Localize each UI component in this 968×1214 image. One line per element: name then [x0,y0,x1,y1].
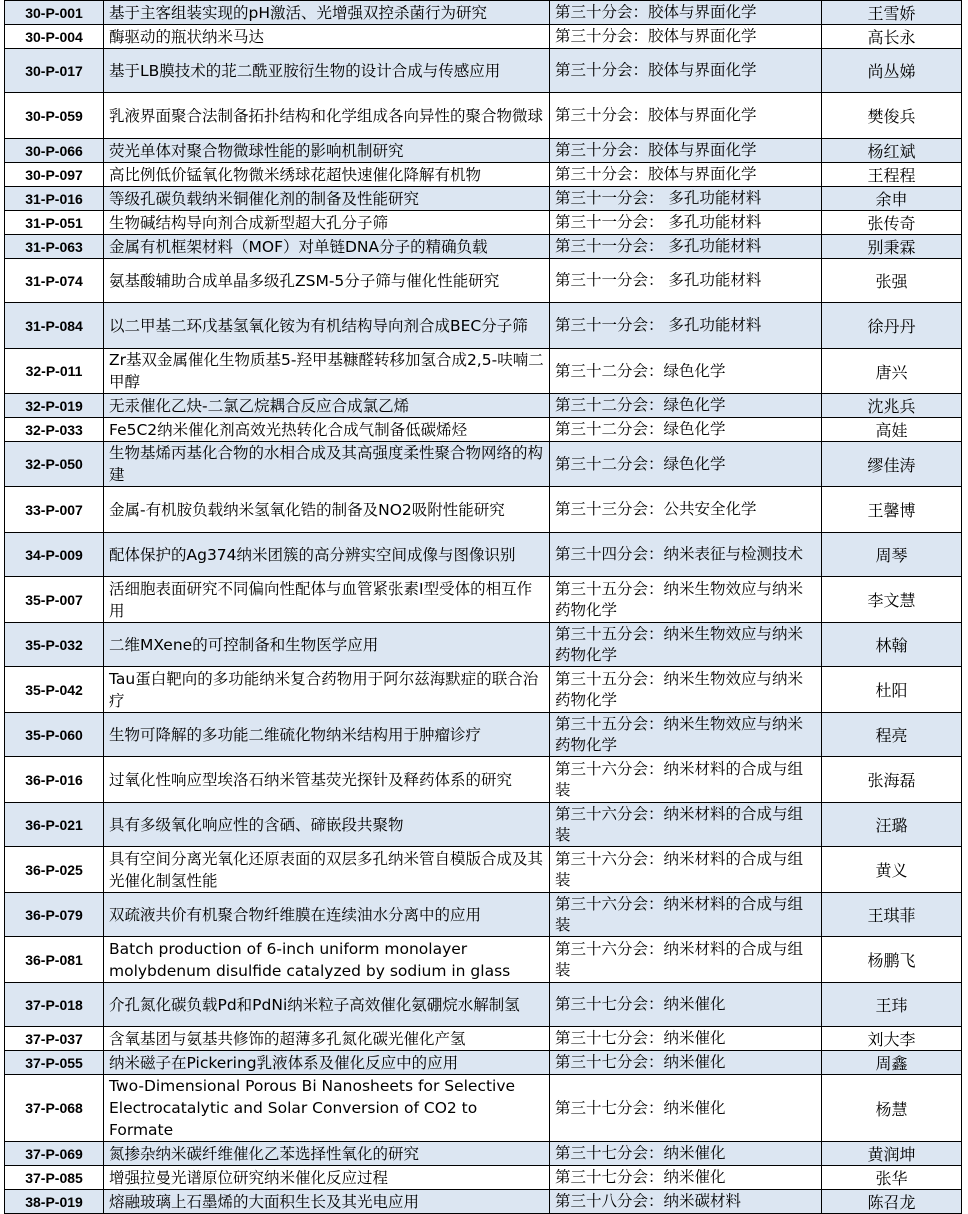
poster-title-cell: 无汞催化乙炔-二氯乙烷耦合反应合成氯乙烯 [104,394,550,418]
section-cell: 第三十八分会：纳米碳材料 [550,1190,822,1214]
author-cell: 杨红斌 [822,139,962,163]
author-cell: 李文慧 [822,577,962,623]
table-row [5,303,962,349]
author-cell: 周琴 [822,533,962,577]
section-cell: 第三十七分会：纳米催化 [550,1075,822,1142]
section-cell: 第三十七分会：纳米催化 [550,1166,822,1190]
table-row [5,1051,962,1075]
table-row [5,139,962,163]
section-cell: 第三十七分会：纳米催化 [550,983,822,1027]
poster-title-cell: 纳米磁子在Pickering乳液体系及催化反应中的应用 [104,1051,550,1075]
section-cell: 第三十分会：胶体与界面化学 [550,25,822,49]
section-cell: 第三十六分会：纳米材料的合成与组装 [550,757,822,803]
author-cell: 王雪娇 [822,1,962,25]
section-cell: 第三十一分会： 多孔功能材料 [550,259,822,303]
section-cell: 第三十七分会：纳米催化 [550,1051,822,1075]
section-cell: 第三十一分会： 多孔功能材料 [550,235,822,259]
author-cell: 程亮 [822,713,962,757]
section-cell: 第三十五分会：纳米生物效应与纳米药物化学 [550,667,822,713]
poster-id-cell: 36-P-081 [5,937,104,983]
table-row [5,533,962,577]
poster-title-cell: 具有空间分离光氧化还原表面的双层多孔纳米管自模版合成及其光催化制氢性能 [104,847,550,893]
author-cell: 杨鹏飞 [822,937,962,983]
poster-table-body [5,1,962,1214]
table-row [5,349,962,394]
poster-title-cell: 双疏液共价有机聚合物纤维膜在连续油水分离中的应用 [104,893,550,937]
poster-id-cell: 38-P-019 [5,1190,104,1214]
author-cell: 唐兴 [822,349,962,394]
poster-id-cell: 30-P-066 [5,139,104,163]
author-cell: 高长永 [822,25,962,49]
table-row [5,394,962,418]
poster-title-cell: 基于LB膜技术的苝二酰亚胺衍生物的设计合成与传感应用 [104,49,550,93]
table-row [5,418,962,442]
poster-id-cell: 30-P-059 [5,93,104,139]
author-cell: 余申 [822,187,962,211]
table-row [5,442,962,487]
author-cell: 刘大李 [822,1027,962,1051]
table-row [5,847,962,893]
table-row [5,893,962,937]
section-cell: 第三十二分会：绿色化学 [550,349,822,394]
table-row [5,713,962,757]
author-cell: 樊俊兵 [822,93,962,139]
author-cell: 张强 [822,259,962,303]
author-cell: 高娃 [822,418,962,442]
poster-id-cell: 33-P-007 [5,487,104,533]
table-row [5,1075,962,1142]
poster-title-cell: 酶驱动的瓶状纳米马达 [104,25,550,49]
poster-id-cell: 31-P-051 [5,211,104,235]
author-cell: 汪璐 [822,803,962,847]
poster-id-cell: 30-P-004 [5,25,104,49]
author-cell: 林翰 [822,623,962,667]
poster-id-cell: 35-P-060 [5,713,104,757]
section-cell: 第三十分会：胶体与界面化学 [550,1,822,25]
author-cell: 王玮 [822,983,962,1027]
author-cell: 缪佳涛 [822,442,962,487]
poster-title-cell: 介孔氮化碳负载Pd和PdNi纳米粒子高效催化氨硼烷水解制氢 [104,983,550,1027]
section-cell: 第三十一分会： 多孔功能材料 [550,211,822,235]
table-row [5,803,962,847]
section-cell: 第三十二分会：绿色化学 [550,394,822,418]
table-row [5,163,962,187]
author-cell: 尚丛娣 [822,49,962,93]
section-cell: 第三十六分会：纳米材料的合成与组装 [550,893,822,937]
author-cell: 杨慧 [822,1075,962,1142]
author-cell: 王馨博 [822,487,962,533]
poster-title-cell: 活细胞表面研究不同偏向性配体与血管紧张素I型受体的相互作用 [104,577,550,623]
author-cell: 陈召龙 [822,1190,962,1214]
poster-id-cell: 37-P-085 [5,1166,104,1190]
poster-title-cell: 过氧化性响应型埃洛石纳米管基荧光探针及释药体系的研究 [104,757,550,803]
table-row [5,1142,962,1166]
section-cell: 第三十五分会：纳米生物效应与纳米药物化学 [550,577,822,623]
table-row [5,25,962,49]
author-cell: 黄义 [822,847,962,893]
poster-title-cell: 以二甲基二环戊基氢氧化铵为有机结构导向剂合成BEC分子筛 [104,303,550,349]
poster-title-cell: Two-Dimensional Porous Bi Nanosheets for Selective Electrocatalytic and Solar Conversion of CO2 to Formate [104,1075,550,1142]
poster-title-cell: 配体保护的Ag374纳米团簇的高分辨实空间成像与图像识别 [104,533,550,577]
table-row [5,757,962,803]
poster-title-cell: 生物可降解的多功能二维硫化物纳米结构用于肿瘤诊疗 [104,713,550,757]
table-row [5,211,962,235]
poster-title-cell: Tau蛋白靶向的多功能纳米复合药物用于阿尔兹海默症的联合治疗 [104,667,550,713]
poster-title-cell: 金属-有机胺负载纳米氢氧化锆的制备及NO2吸附性能研究 [104,487,550,533]
poster-title-cell: 基于主客组装实现的pH激活、光增强双控杀菌行为研究 [104,1,550,25]
author-cell: 周鑫 [822,1051,962,1075]
section-cell: 第三十二分会：绿色化学 [550,442,822,487]
poster-title-cell: 氨基酸辅助合成单晶多级孔ZSM-5分子筛与催化性能研究 [104,259,550,303]
section-cell: 第三十分会：胶体与界面化学 [550,93,822,139]
section-cell: 第三十四分会：纳米表征与检测技术 [550,533,822,577]
poster-id-cell: 35-P-032 [5,623,104,667]
poster-title-cell: 具有多级氧化响应性的含硒、碲嵌段共聚物 [104,803,550,847]
poster-table [4,0,962,1214]
poster-title-cell: 含氧基团与氨基共修饰的超薄多孔氮化碳光催化产氢 [104,1027,550,1051]
section-cell: 第三十五分会：纳米生物效应与纳米药物化学 [550,713,822,757]
poster-title-cell: Zr基双金属催化生物质基5-羟甲基糠醛转移加氢合成2,5-呋喃二甲醇 [104,349,550,394]
table-row [5,487,962,533]
table-row [5,1166,962,1190]
author-cell: 沈兆兵 [822,394,962,418]
author-cell: 张传奇 [822,211,962,235]
table-row [5,983,962,1027]
table-row [5,235,962,259]
poster-title-cell: 生物基烯丙基化合物的水相合成及其高强度柔性聚合物网络的构建 [104,442,550,487]
poster-id-cell: 37-P-069 [5,1142,104,1166]
poster-title-cell: Fe5C2纳米催化剂高效光热转化合成气制备低碳烯烃 [104,418,550,442]
poster-title-cell: 增强拉曼光谱原位研究纳米催化反应过程 [104,1166,550,1190]
poster-id-cell: 34-P-009 [5,533,104,577]
section-cell: 第三十分会：胶体与界面化学 [550,163,822,187]
poster-id-cell: 37-P-018 [5,983,104,1027]
poster-title-cell: 高比例低价锰氧化物微米绣球花超快速催化降解有机物 [104,163,550,187]
table-row [5,667,962,713]
poster-id-cell: 37-P-037 [5,1027,104,1051]
poster-title-cell: 金属有机框架材料（MOF）对单链DNA分子的精确负载 [104,235,550,259]
poster-id-cell: 31-P-016 [5,187,104,211]
poster-title-cell: 氮掺杂纳米碳纤维催化乙苯选择性氧化的研究 [104,1142,550,1166]
table-row [5,187,962,211]
poster-title-cell: Batch production of 6-inch uniform monolayer molybdenum disulfide catalyzed by sodium in glass [104,937,550,983]
author-cell: 王程程 [822,163,962,187]
poster-id-cell: 36-P-079 [5,893,104,937]
table-row [5,259,962,303]
section-cell: 第三十五分会：纳米生物效应与纳米药物化学 [550,623,822,667]
table-row [5,1027,962,1051]
section-cell: 第三十一分会： 多孔功能材料 [550,187,822,211]
poster-id-cell: 37-P-055 [5,1051,104,1075]
poster-title-cell: 荧光单体对聚合物微球性能的影响机制研究 [104,139,550,163]
poster-title-cell: 生物碱结构导向剂合成新型超大孔分子筛 [104,211,550,235]
section-cell: 第三十一分会： 多孔功能材料 [550,303,822,349]
section-cell: 第三十七分会：纳米催化 [550,1142,822,1166]
table-row [5,577,962,623]
poster-id-cell: 31-P-084 [5,303,104,349]
poster-id-cell: 32-P-019 [5,394,104,418]
author-cell: 别秉霖 [822,235,962,259]
author-cell: 黄润坤 [822,1142,962,1166]
poster-id-cell: 31-P-063 [5,235,104,259]
poster-id-cell: 30-P-097 [5,163,104,187]
table-row [5,623,962,667]
poster-id-cell: 35-P-042 [5,667,104,713]
section-cell: 第三十六分会：纳米材料的合成与组装 [550,803,822,847]
table-row [5,937,962,983]
poster-title-cell: 乳液界面聚合法制备拓扑结构和化学组成各向异性的聚合物微球 [104,93,550,139]
poster-id-cell: 31-P-074 [5,259,104,303]
author-cell: 张华 [822,1166,962,1190]
table-row [5,1190,962,1214]
poster-title-cell: 等级孔碳负载纳米铜催化剂的制备及性能研究 [104,187,550,211]
section-cell: 第三十六分会：纳米材料的合成与组装 [550,937,822,983]
author-cell: 徐丹丹 [822,303,962,349]
author-cell: 张海磊 [822,757,962,803]
poster-id-cell: 32-P-011 [5,349,104,394]
poster-id-cell: 36-P-016 [5,757,104,803]
section-cell: 第三十三分会：公共安全化学 [550,487,822,533]
section-cell: 第三十七分会：纳米催化 [550,1027,822,1051]
table-row [5,93,962,139]
poster-id-cell: 32-P-033 [5,418,104,442]
poster-id-cell: 32-P-050 [5,442,104,487]
author-cell: 王琪菲 [822,893,962,937]
poster-id-cell: 30-P-001 [5,1,104,25]
author-cell: 杜阳 [822,667,962,713]
table-row [5,1,962,25]
poster-title-cell: 二维MXene的可控制备和生物医学应用 [104,623,550,667]
poster-id-cell: 35-P-007 [5,577,104,623]
poster-id-cell: 36-P-021 [5,803,104,847]
section-cell: 第三十二分会：绿色化学 [550,418,822,442]
poster-title-cell: 熔融玻璃上石墨烯的大面积生长及其光电应用 [104,1190,550,1214]
poster-id-cell: 30-P-017 [5,49,104,93]
section-cell: 第三十六分会：纳米材料的合成与组装 [550,847,822,893]
poster-id-cell: 36-P-025 [5,847,104,893]
section-cell: 第三十分会：胶体与界面化学 [550,139,822,163]
poster-id-cell: 37-P-068 [5,1075,104,1142]
table-row [5,49,962,93]
section-cell: 第三十分会：胶体与界面化学 [550,49,822,93]
